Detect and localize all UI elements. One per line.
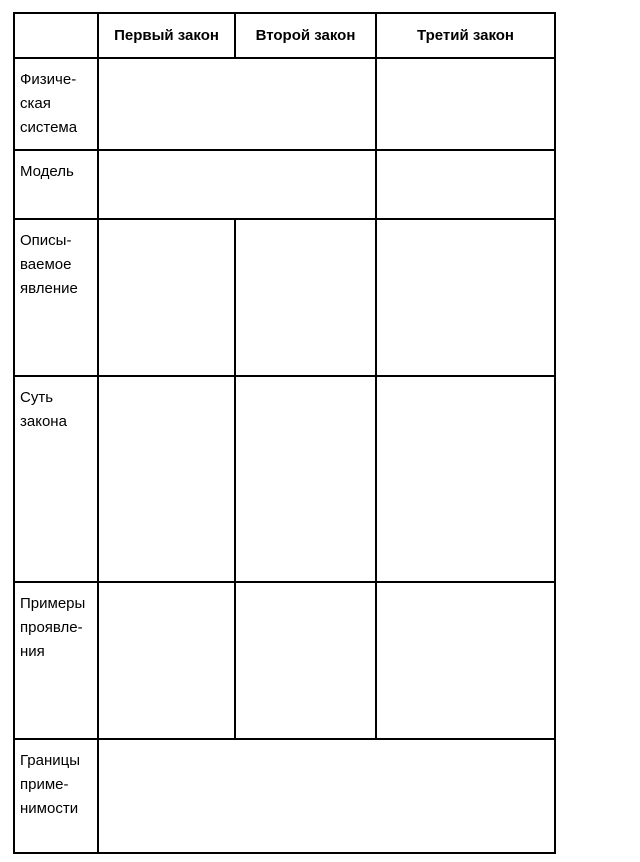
row-limits <box>14 739 555 853</box>
row-header-line: проявле- <box>20 619 83 636</box>
row-header-examples <box>14 582 98 739</box>
row-physical-system <box>14 58 555 150</box>
row-header-line: приме- <box>20 776 69 793</box>
row-header-essence <box>14 376 98 582</box>
column-header-second-law: Второй закон <box>235 13 376 58</box>
cell-physical-system-laws-1-2[interactable] <box>98 58 376 150</box>
cell-physical-system-law-3[interactable] <box>376 58 555 150</box>
cell-essence-law-2[interactable] <box>235 376 376 582</box>
row-header-line: Границы <box>20 752 80 769</box>
cell-model-laws-1-2[interactable] <box>98 150 376 219</box>
row-header-line: ния <box>20 643 45 660</box>
row-header-line: явление <box>20 280 78 297</box>
row-header-line: Модель <box>20 163 74 180</box>
row-model <box>14 150 555 219</box>
row-header-physical-system <box>14 58 98 150</box>
cell-examples-law-2[interactable] <box>235 582 376 739</box>
laws-comparison-table <box>13 12 556 854</box>
column-header-first-law: Первый закон <box>98 13 235 58</box>
row-header-line: Примеры <box>20 595 86 612</box>
row-header-phenomenon <box>14 219 98 376</box>
cell-examples-law-1[interactable] <box>98 582 235 739</box>
column-header-third-law: Третий закон <box>376 13 555 58</box>
row-header-limits <box>14 739 98 853</box>
cell-examples-law-3[interactable] <box>376 582 555 739</box>
cell-phenomenon-law-1[interactable] <box>98 219 235 376</box>
row-examples <box>14 582 555 739</box>
row-header-line: Суть <box>20 389 54 406</box>
cell-essence-law-1[interactable] <box>98 376 235 582</box>
row-header-line: система <box>20 119 78 136</box>
row-header-line: ская <box>20 95 51 112</box>
row-header-line: Описы- <box>20 232 72 249</box>
cell-limits-all-laws[interactable] <box>98 739 555 853</box>
header-row <box>14 13 555 58</box>
row-phenomenon <box>14 219 555 376</box>
row-header-line: ваемое <box>20 256 72 273</box>
row-header-line: Физиче- <box>20 71 77 88</box>
cell-phenomenon-law-3[interactable] <box>376 219 555 376</box>
row-header-line: нимости <box>20 800 79 817</box>
row-header-model <box>14 150 98 219</box>
cell-phenomenon-law-2[interactable] <box>235 219 376 376</box>
corner-cell <box>14 13 98 58</box>
row-essence <box>14 376 555 582</box>
cell-model-law-3[interactable] <box>376 150 555 219</box>
cell-essence-law-3[interactable] <box>376 376 555 582</box>
row-header-line: закона <box>20 413 67 430</box>
